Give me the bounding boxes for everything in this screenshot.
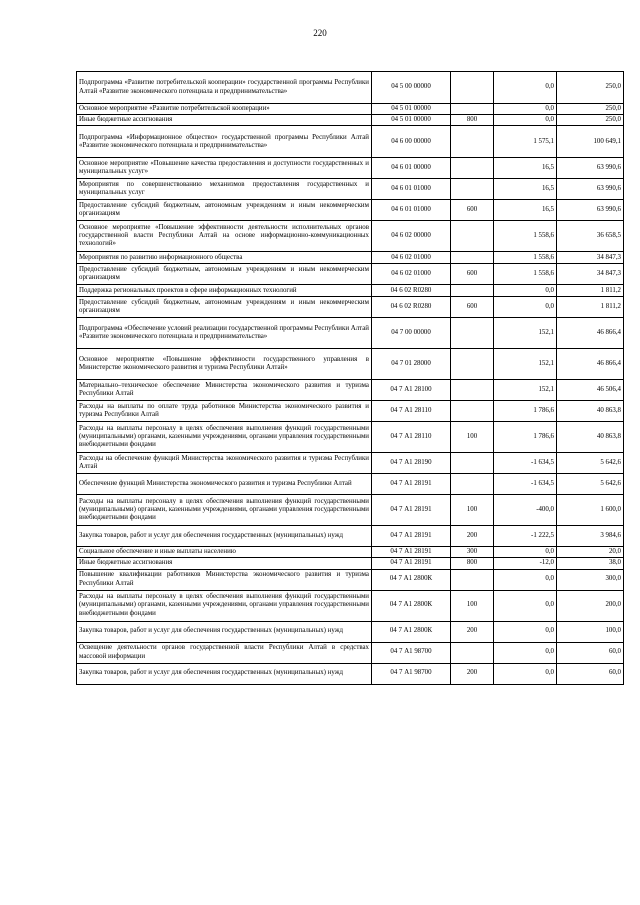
row-name: Иные бюджетные ассигнования	[77, 558, 372, 569]
row-change-amount: -1 634,5	[494, 474, 557, 495]
row-code: 04 6 02 00000	[372, 221, 451, 252]
table-row	[77, 642, 624, 663]
table-row	[77, 221, 624, 252]
row-total-amount: 5 642,6	[557, 474, 624, 495]
row-name: Освещение деятельности органов государственной власти Республики Алтай в средствах массовой информации	[77, 642, 372, 663]
row-name: Мероприятия по развитию информационного общества	[77, 252, 372, 264]
table-row	[77, 663, 624, 684]
row-expense-type	[451, 221, 494, 252]
row-name: Подпрограмма «Обеспечение условий реализации государственной программы Республики Алтай «Развитие экономического потенциала и предпринимательства»	[77, 318, 372, 349]
row-expense-type	[451, 179, 494, 200]
row-expense-type: 600	[451, 264, 494, 285]
row-total-amount: 250,0	[557, 72, 624, 104]
row-expense-type: 100	[451, 422, 494, 453]
row-total-amount: 1 811,2	[557, 297, 624, 318]
row-total-amount: 200,0	[557, 590, 624, 621]
row-name: Основное мероприятие «Развитие потребительской кооперации»	[77, 104, 372, 115]
row-code: 04 7 А1 28191	[372, 558, 451, 569]
row-name: Поддержка региональных проектов в сфере информационных технологий	[77, 285, 372, 297]
row-expense-type	[451, 642, 494, 663]
row-total-amount: 34 847,3	[557, 264, 624, 285]
row-code: 04 6 01 01000	[372, 179, 451, 200]
row-change-amount: 0,0	[494, 642, 557, 663]
row-name: Иные бюджетные ассигнования	[77, 115, 372, 126]
row-name: Основное мероприятие «Повышение эффективности государственного управления в Министерстве экономического развития и туризма Республики Алтай»	[77, 349, 372, 380]
row-change-amount: 1 786,6	[494, 401, 557, 422]
row-total-amount: 5 642,6	[557, 453, 624, 474]
row-code: 04 7 А1 28110	[372, 401, 451, 422]
row-change-amount: -1 634,5	[494, 453, 557, 474]
table-row	[77, 526, 624, 547]
row-change-amount: 16,5	[494, 200, 557, 221]
row-expense-type	[451, 104, 494, 115]
row-change-amount: 16,5	[494, 179, 557, 200]
row-total-amount: 20,0	[557, 547, 624, 558]
row-name: Подпрограмма «Развитие потребительской кооперации» государственной программы Республики Алтай «Развитие экономического потенциала и предпринимательства»	[77, 72, 372, 104]
row-total-amount: 100 649,1	[557, 126, 624, 158]
row-change-amount: 0,0	[494, 621, 557, 642]
table-row	[77, 104, 624, 115]
row-code: 04 7 А1 28191	[372, 526, 451, 547]
row-name: Расходы на выплаты по оплате труда работников Министерства экономического развития и туризма Республики Алтай	[77, 401, 372, 422]
row-name: Закупка товаров, работ и услуг для обеспечения государственных (муниципальных) нужд	[77, 663, 372, 684]
row-code: 04 6 02 01000	[372, 252, 451, 264]
row-code: 04 7 А1 98700	[372, 642, 451, 663]
row-code: 04 7 А1 28110	[372, 422, 451, 453]
row-expense-type	[451, 401, 494, 422]
row-change-amount: 152,1	[494, 380, 557, 401]
table-row	[77, 297, 624, 318]
table-row	[77, 453, 624, 474]
row-code: 04 5 00 00000	[372, 72, 451, 104]
row-total-amount: 46 866,4	[557, 318, 624, 349]
row-expense-type: 100	[451, 495, 494, 526]
table-row	[77, 318, 624, 349]
row-code: 04 6 02 R0280	[372, 297, 451, 318]
row-name: Закупка товаров, работ и услуг для обеспечения государственных (муниципальных) нужд	[77, 621, 372, 642]
row-total-amount: 36 658,5	[557, 221, 624, 252]
row-expense-type: 800	[451, 115, 494, 126]
row-code: 04 7 А1 28191	[372, 547, 451, 558]
row-change-amount: 16,5	[494, 158, 557, 179]
row-code: 04 6 01 00000	[372, 158, 451, 179]
row-change-amount: 152,1	[494, 349, 557, 380]
row-code: 04 7 А1 28191	[372, 474, 451, 495]
row-change-amount: 152,1	[494, 318, 557, 349]
row-name: Подпрограмма «Информационное общество» государственной программы Республики Алтай «Развитие экономического потенциала и предпринимательства»	[77, 126, 372, 158]
table-row	[77, 547, 624, 558]
table-row	[77, 422, 624, 453]
row-name: Расходы на обеспечение функций Министерства экономического развития и туризма Республики Алтай	[77, 453, 372, 474]
row-expense-type: 100	[451, 590, 494, 621]
table-row	[77, 621, 624, 642]
row-code: 04 7 01 28000	[372, 349, 451, 380]
row-name: Расходы на выплаты персоналу в целях обеспечения выполнения функций государственными (муниципальными) органами, казенными учреждениями, органами управления государственными внебюджетными фондами	[77, 495, 372, 526]
row-change-amount: 1 558,6	[494, 221, 557, 252]
row-name: Расходы на выплаты персоналу в целях обеспечения выполнения функций государственными (муниципальными) органами, казенными учреждениями, органами управления государственными внебюджетными фондами	[77, 590, 372, 621]
row-code: 04 7 А1 28190	[372, 453, 451, 474]
row-name: Предоставление субсидий бюджетным, автономным учреждениям и иным некоммерческим организациям	[77, 200, 372, 221]
row-total-amount: 250,0	[557, 104, 624, 115]
table-row	[77, 474, 624, 495]
row-change-amount: 1 786,6	[494, 422, 557, 453]
row-total-amount: 38,0	[557, 558, 624, 569]
row-total-amount: 46 506,4	[557, 380, 624, 401]
row-total-amount: 1 600,0	[557, 495, 624, 526]
row-code: 04 7 А1 28100	[372, 380, 451, 401]
row-expense-type: 200	[451, 621, 494, 642]
row-change-amount: 0,0	[494, 590, 557, 621]
row-change-amount: 1 558,6	[494, 252, 557, 264]
row-change-amount: 0,0	[494, 285, 557, 297]
table-row	[77, 126, 624, 158]
row-change-amount: 1 575,1	[494, 126, 557, 158]
row-change-amount: 0,0	[494, 663, 557, 684]
row-total-amount: 250,0	[557, 115, 624, 126]
row-change-amount: 0,0	[494, 104, 557, 115]
row-name: Закупка товаров, работ и услуг для обеспечения государственных (муниципальных) нужд	[77, 526, 372, 547]
row-name: Материально–техническое обеспечение Министерства экономического развития и туризма Республики Алтай	[77, 380, 372, 401]
row-code: 04 6 01 01000	[372, 200, 451, 221]
row-expense-type	[451, 72, 494, 104]
row-code: 04 5 01 00000	[372, 115, 451, 126]
row-expense-type	[451, 380, 494, 401]
row-code: 04 6 02 R0280	[372, 285, 451, 297]
table-row	[77, 158, 624, 179]
row-total-amount: 300,0	[557, 569, 624, 590]
table-row	[77, 558, 624, 569]
row-change-amount: -1 222,5	[494, 526, 557, 547]
row-expense-type	[451, 318, 494, 349]
row-total-amount: 3 984,6	[557, 526, 624, 547]
row-name: Мероприятия по совершенствованию механизмов предоставления государственных и муниципальных услуг	[77, 179, 372, 200]
budget-table-body	[77, 72, 624, 685]
row-total-amount: 40 863,8	[557, 401, 624, 422]
table-row	[77, 285, 624, 297]
table-row	[77, 569, 624, 590]
row-name: Расходы на выплаты персоналу в целях обеспечения выполнения функций государственными (муниципальными) органами, казенными учреждениями, органами управления государственными внебюджетными фондами	[77, 422, 372, 453]
row-name: Основное мероприятие «Повышение эффективности деятельности исполнительных органов государственной власти Республики Алтай на основе информационно-коммуникационных технологий»	[77, 221, 372, 252]
row-code: 04 6 02 01000	[372, 264, 451, 285]
table-row	[77, 72, 624, 104]
row-code: 04 7 А1 2800К	[372, 621, 451, 642]
table-row	[77, 495, 624, 526]
row-change-amount: 0,0	[494, 72, 557, 104]
row-total-amount: 60,0	[557, 642, 624, 663]
row-total-amount: 40 863,8	[557, 422, 624, 453]
row-code: 04 7 А1 2800К	[372, 569, 451, 590]
row-expense-type: 200	[451, 526, 494, 547]
row-total-amount: 63 990,6	[557, 158, 624, 179]
budget-table	[76, 71, 624, 685]
table-row	[77, 179, 624, 200]
row-change-amount: -12,0	[494, 558, 557, 569]
row-total-amount: 46 866,4	[557, 349, 624, 380]
row-expense-type	[451, 453, 494, 474]
row-expense-type	[451, 474, 494, 495]
row-code: 04 7 А1 98700	[372, 663, 451, 684]
row-change-amount: 0,0	[494, 115, 557, 126]
row-total-amount: 34 847,3	[557, 252, 624, 264]
table-row	[77, 590, 624, 621]
row-total-amount: 63 990,6	[557, 200, 624, 221]
row-expense-type: 300	[451, 547, 494, 558]
row-total-amount: 100,0	[557, 621, 624, 642]
row-code: 04 7 00 00000	[372, 318, 451, 349]
table-row	[77, 252, 624, 264]
row-change-amount: -400,0	[494, 495, 557, 526]
row-change-amount: 0,0	[494, 569, 557, 590]
row-code: 04 7 А1 2800К	[372, 590, 451, 621]
table-row	[77, 115, 624, 126]
row-change-amount: 1 558,6	[494, 264, 557, 285]
row-change-amount: 0,0	[494, 297, 557, 318]
row-total-amount: 60,0	[557, 663, 624, 684]
row-expense-type: 200	[451, 663, 494, 684]
row-expense-type	[451, 126, 494, 158]
table-row	[77, 200, 624, 221]
row-total-amount: 1 811,2	[557, 285, 624, 297]
row-name: Основное мероприятие «Повышение качества предоставления и доступности государственных и муниципальных услуг»	[77, 158, 372, 179]
row-name: Социальное обеспечение и иные выплаты населению	[77, 547, 372, 558]
row-code: 04 7 А1 28191	[372, 495, 451, 526]
table-row	[77, 401, 624, 422]
page-number: 220	[313, 28, 327, 38]
row-expense-type	[451, 285, 494, 297]
table-row	[77, 380, 624, 401]
row-code: 04 5 01 00000	[372, 104, 451, 115]
row-expense-type	[451, 252, 494, 264]
row-name: Предоставление субсидий бюджетным, автономным учреждениям и иным некоммерческим организациям	[77, 297, 372, 318]
row-expense-type	[451, 569, 494, 590]
row-change-amount: 0,0	[494, 547, 557, 558]
row-expense-type	[451, 349, 494, 380]
row-expense-type: 800	[451, 558, 494, 569]
row-expense-type: 600	[451, 297, 494, 318]
row-name: Предоставление субсидий бюджетным, автономным учреждениям и иным некоммерческим организациям	[77, 264, 372, 285]
row-total-amount: 63 990,6	[557, 179, 624, 200]
row-code: 04 6 00 00000	[372, 126, 451, 158]
table-row	[77, 349, 624, 380]
table-row	[77, 264, 624, 285]
row-name: Повышение квалификации работников Министерства экономического развития и туризма Республики Алтай	[77, 569, 372, 590]
row-expense-type: 600	[451, 200, 494, 221]
row-expense-type	[451, 158, 494, 179]
row-name: Обеспечение функций Министерства экономического развития и туризма Республики Алтай	[77, 474, 372, 495]
